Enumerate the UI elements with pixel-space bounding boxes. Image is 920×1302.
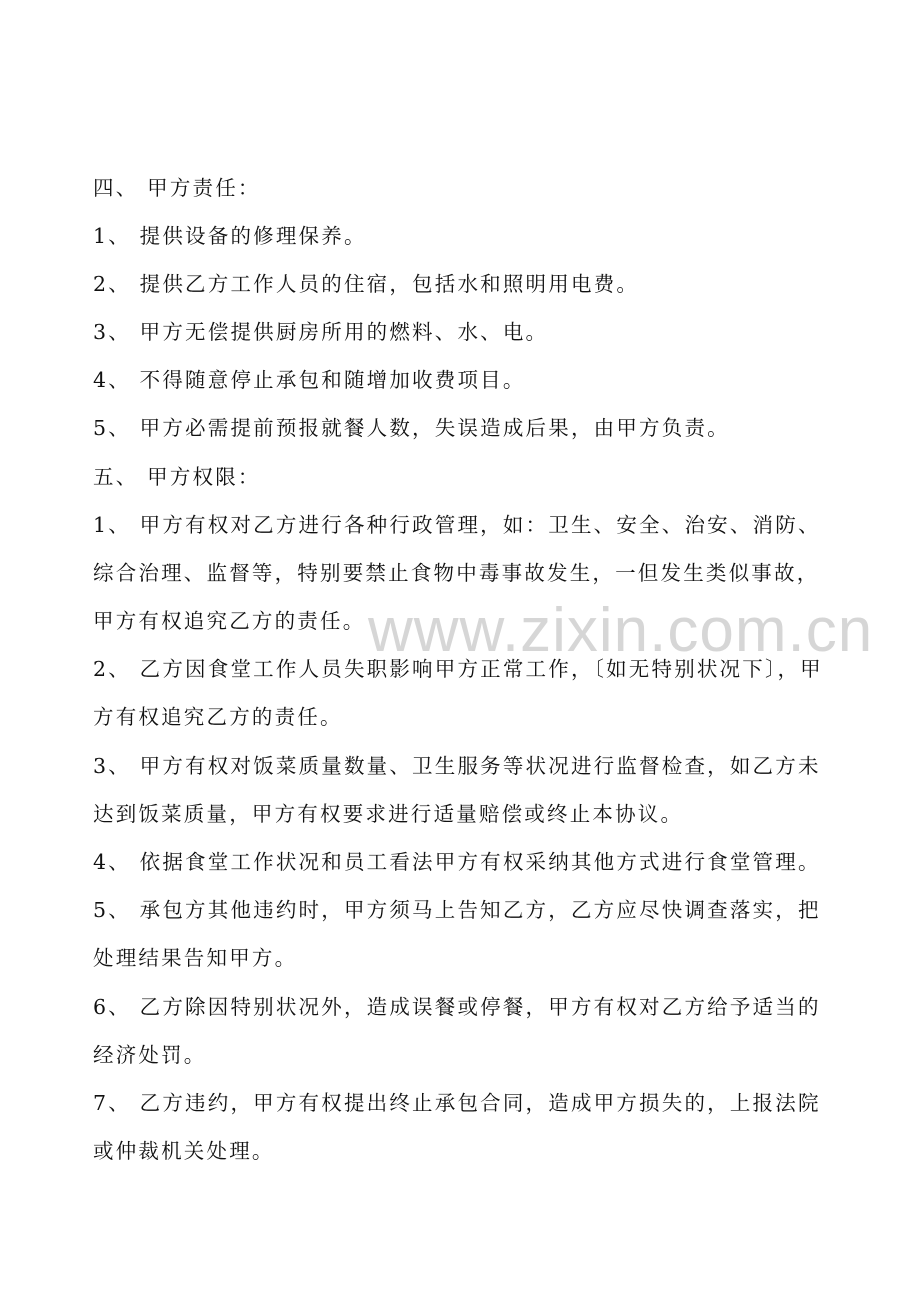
clause-5-2: 2、 乙方因食堂工作人员失职影响甲方正常工作，〔如无特别状况下〕，甲 [93, 657, 823, 681]
clause-5-1-cont-b: 甲方有权追究乙方的责任。 [93, 609, 366, 633]
clause-5-2-cont: 方有权追究乙方的责任。 [93, 705, 343, 729]
clause-5-6-cont: 经济处罚。 [93, 1043, 207, 1067]
clause-5-4: 4、 依据食堂工作状况和员工看法甲方有权采纳其他方式进行食堂管理。 [93, 850, 821, 874]
clause-5-5: 5、 承包方其他违约时，甲方须马上告知乙方，乙方应尽快调查落实，把 [93, 898, 821, 922]
clause-5-1: 1、 甲方有权对乙方进行各种行政管理，如：卫生、安全、治安、消防、 [93, 513, 821, 537]
section-heading-4: 四、 甲方责任： [93, 176, 261, 200]
clause-5-6: 6、 乙方除因特别状况外，造成误餐或停餐，甲方有权对乙方给予适当的 [93, 995, 821, 1019]
clause-5-3-cont: 达到饭菜质量，甲方有权要求进行适量赔偿或终止本协议。 [93, 802, 684, 826]
clause-5-3: 3、 甲方有权对饭菜质量数量、卫生服务等状况进行监督检查，如乙方未 [93, 754, 821, 778]
clause-4-3: 3、 甲方无偿提供厨房所用的燃料、水、电。 [93, 320, 549, 344]
clause-4-2: 2、 提供乙方工作人员的住宿，包括水和照明用电费。 [93, 272, 640, 296]
clause-4-4: 4、 不得随意停止承包和随增加收费项目。 [93, 368, 526, 392]
clause-5-5-cont: 处理结果告知甲方。 [93, 946, 298, 970]
clause-4-5: 5、 甲方必需提前预报就餐人数，失误造成后果，由甲方负责。 [93, 416, 730, 440]
clause-4-1: 1、 提供设备的修理保养。 [93, 224, 367, 248]
watermark: www.zixin.com.cn [368, 596, 874, 665]
clause-5-1-cont-a: 综合治理、监督等，特别要禁止食物中毒事故发生，一但发生类似事故， [93, 561, 820, 585]
section-heading-5: 五、 甲方权限： [93, 465, 261, 489]
clause-5-7: 7、 乙方违约，甲方有权提出终止承包合同，造成甲方损失的，上报法院 [93, 1091, 821, 1115]
clause-5-7-cont: 或仲裁机关处理。 [93, 1139, 275, 1163]
